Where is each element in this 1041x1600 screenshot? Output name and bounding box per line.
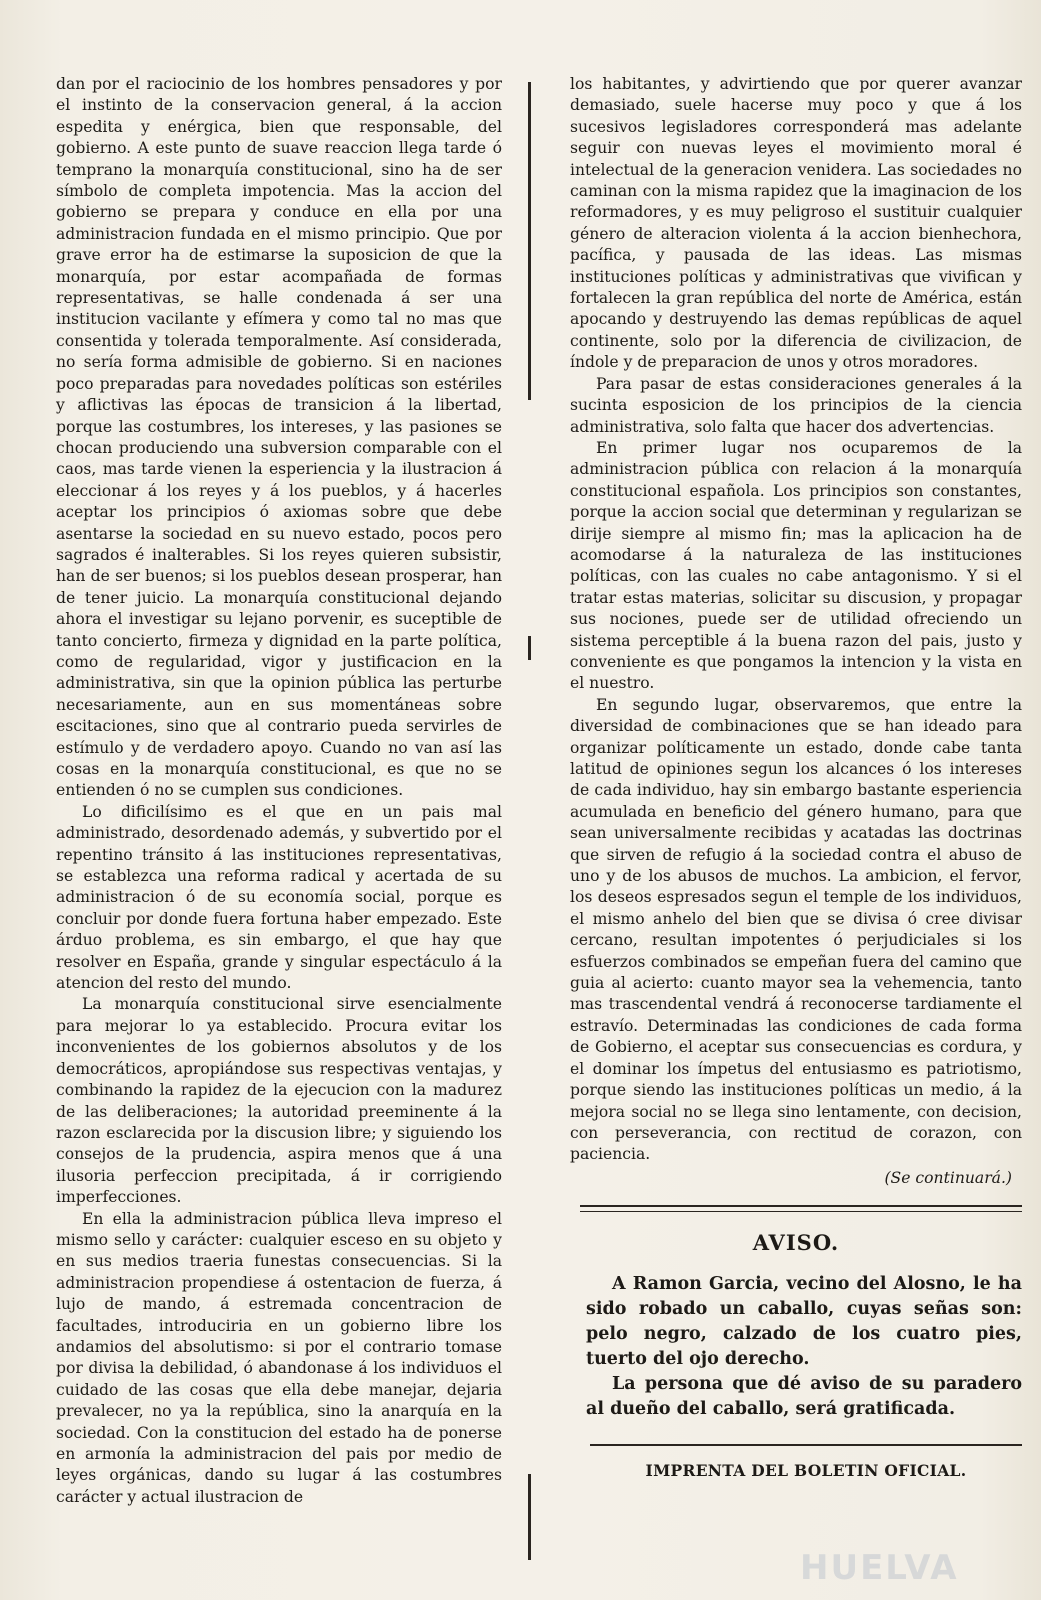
right-paragraph-1: los habitantes, y advirtiendo que por querer avanzar demasiado, suele hacerse muy poco y que á los sucesivos legisladores corresponderá mas adelante seguir con nuevas leyes el movimiento moral é intelectual de la generacion venidera. Las sociedades no caminan con la misma rapidez que la imaginacion de los reformadores, y es muy peligroso el sustituir cualquier género de alteracion violenta á la accion bienhechora, pacífica, y pausada de las ideas. Las mismas instituciones políticas y administrativas que vivifican y fortalecen la gran república del norte de América, están apocando y destruyendo las demas repúblicas de aquel continente, solo por la diferencia de civilizacion, de índole y de preparacion de unos y otros moradores.	[570, 75, 1022, 372]
column-divider-middle	[528, 636, 531, 660]
notice-body	[586, 1272, 1022, 1422]
right-paragraph-3: En primer lugar nos ocuparemos de la administracion pública con relacion á la monarquía constitucional española. Los principios son constantes, porque la accion social que determinan y regularizan se dirije siempre al mismo fin; mas la aplicacion ha de acomodarse á la naturaleza de las instituciones políticas, con las cuales no cabe antagonismo. Y si el tratar estas materias, solicitar su discusion, y propagar sus nociones, puede ser de utilidad ofreciendo un sistema perceptible á la buena razon del pais, justo y conveniente es que pongamos la intencion y la vista en el nuestro.	[570, 438, 1022, 693]
section-rule	[580, 1205, 1022, 1212]
right-paragraph-2: Para pasar de estas consideraciones generales á la sucinta esposicion de los principios de la ciencia administrativa, solo falta que hacer dos advertencias.	[570, 374, 1022, 436]
continuation-note: (Se continuará.)	[884, 1168, 1012, 1187]
left-paragraph-1: dan por el raciocinio de los hombres pensadores y por el instinto de la conservacion general, á la accion espedita y enérgica, bien que responsable, del gobierno. A este punto de suave reaccion llega tarde ó temprano la monarquía constitucional, sino ha de ser símbolo de completa impotencia. Mas la accion del gobierno se prepara y conduce en ella por una administracion fundada en el mismo principio. Que por grave error ha de estimarse la suposicion de que la monarquía, por estar acompañada de formas representativas, se halle condenada á ser una institucion vacilante y efímera y como tal no mas que consentida y tolerada temporalmente. Así considerada, no sería forma admisible de gobierno. Si en naciones poco preparadas para novedades políticas son estériles y aflictivas las épocas de transicion á la libertad, porque las costumbres, los intereses, y las pasiones se chocan produciendo una subversion comparable con el caos, mas tarde vienen la esperiencia y la ilustracion á eleccionar á los reyes y á los pueblos, y á hacerles aceptar los principios ó axiomas sobre que debe asentarse la sociedad en su nuevo estado, pocos pero sagrados é inalterables. Si los reyes quieren subsistir, han de ser buenos; si los pueblos desean prosperar, han de tener juicio. La monarquía constitucional dejando ahora el investigar su lejano porvenir, es suceptible de tanto concierto, firmeza y dignidad en la parte política, como de regularidad, vigor y justificacion en la administrativa, sin que la opinion pública las perturbe necesariamente, aun en sus momentáneas sobre escitaciones, sino que al contrario pueda servirles de estímulo y de verdadero apoyo. Cuando no van así las cosas en la monarquía constitucional, es que no se entienden ó no se cumplen sus condiciones.	[56, 75, 502, 800]
column-divider-bottom	[528, 1474, 531, 1560]
right-text-column	[570, 74, 1022, 1481]
imprint-rule	[590, 1444, 1022, 1446]
archive-watermark: HUELVA	[800, 1548, 959, 1588]
left-paragraph-2: Lo dificilísimo es el que en un pais mal administrado, desordenado además, y subvertido por el repentino tránsito á las instituciones representativas, se establezca una reforma radical y acertada de su administracion ó de su economía social, porque es concluir por donde fuera fortuna haber empezado. Este árduo problema, es sin embargo, el que hay que resolver en España, grande y singular espectáculo á la atencion del resto del mundo.	[56, 802, 502, 993]
notice-paragraph-2: La persona que dé aviso de su paradero al dueño del caballo, será gratificada.	[586, 1373, 1022, 1419]
column-divider-top	[528, 82, 531, 400]
right-paragraph-4: En segundo lugar, observaremos, que entre la diversidad de combinaciones que se han ideado para organizar políticamente un estado, donde cabe tanta latitud de opiniones segun los alcances ó los intereses de cada individuo, hay sin embargo bastante esperiencia acumulada en beneficio del género humano, para que sean universalmente recibidas y acatadas las doctrinas que sirven de refugio á la sociedad contra el abuso de uno y de los abusos de muchos. La ambicion, el fervor, los deseos espresados segun el temple de los individuos, el mismo anhelo del bien que se divisa ó cree divisar cercano, resultan impotentes ó perjudiciales si los esfuerzos combinados se empeñan fuera del camino que guia al acierto: cuanto mayor sea la vehemencia, tanto mas trascendental vendrá á reconocerse tardiamente el estravío. Determinadas las condiciones de cada forma de Gobierno, el aceptar sus consecuencias es cordura, y el dominar los ímpetus del entusiasmo es patriotismo, porque siendo las instituciones políticas un medio, á la mejora social no se llega sino lentamente, con decision, con perseverancia, con rectitud de corazon, con paciencia.	[570, 695, 1022, 1164]
left-text-column	[56, 74, 502, 1508]
printer-imprint: IMPRENTA DEL BOLETIN OFICIAL.	[645, 1460, 967, 1480]
left-paragraph-4: En ella la administracion pública lleva impreso el mismo sello y carácter: cualquier esceso en su objeto y en sus medios traeria funestas consecuencias. Si la administracion propendiese á ostentacion de fuerza, á lujo de mando, á estremada concentracion de facultades, introduciria en un gobierno libre los andamios del absolutismo: si por el contrario tomase por divisa la debilidad, ó abandonase á los individuos el cuidado de las cosas que ella debe manejar, dejaria prevalecer, no ya la república, sino la anarquía en la sociedad. Con la constitucion del estado ha de ponerse en armonía la administracion del pais por medio de leyes orgánicas, dando su lugar á las costumbres carácter y actual ilustracion de	[56, 1209, 502, 1506]
left-paragraph-3: La monarquía constitucional sirve esencialmente para mejorar lo ya establecido. Procura evitar los inconvenientes de los gobiernos absolutos y de los democráticos, apropiándose sus respectivas ventajas, y combinando la rapidez de la ejecucion con la madurez de las deliberaciones; la autoridad preeminente á la razon esclarecida por la discusion libre; y siguiendo los consejos de la prudencia, aspira menos que á una ilusoria perfeccion precipitada, á ir corrigiendo imperfecciones.	[56, 995, 502, 1207]
notice-paragraph-1: A Ramon Garcia, vecino del Alosno, le ha sido robado un caballo, cuyas señas son: pelo negro, calzado de los cuatro pies, tuerto del ojo derecho.	[586, 1273, 1022, 1369]
notice-title: AVISO.	[752, 1230, 840, 1256]
